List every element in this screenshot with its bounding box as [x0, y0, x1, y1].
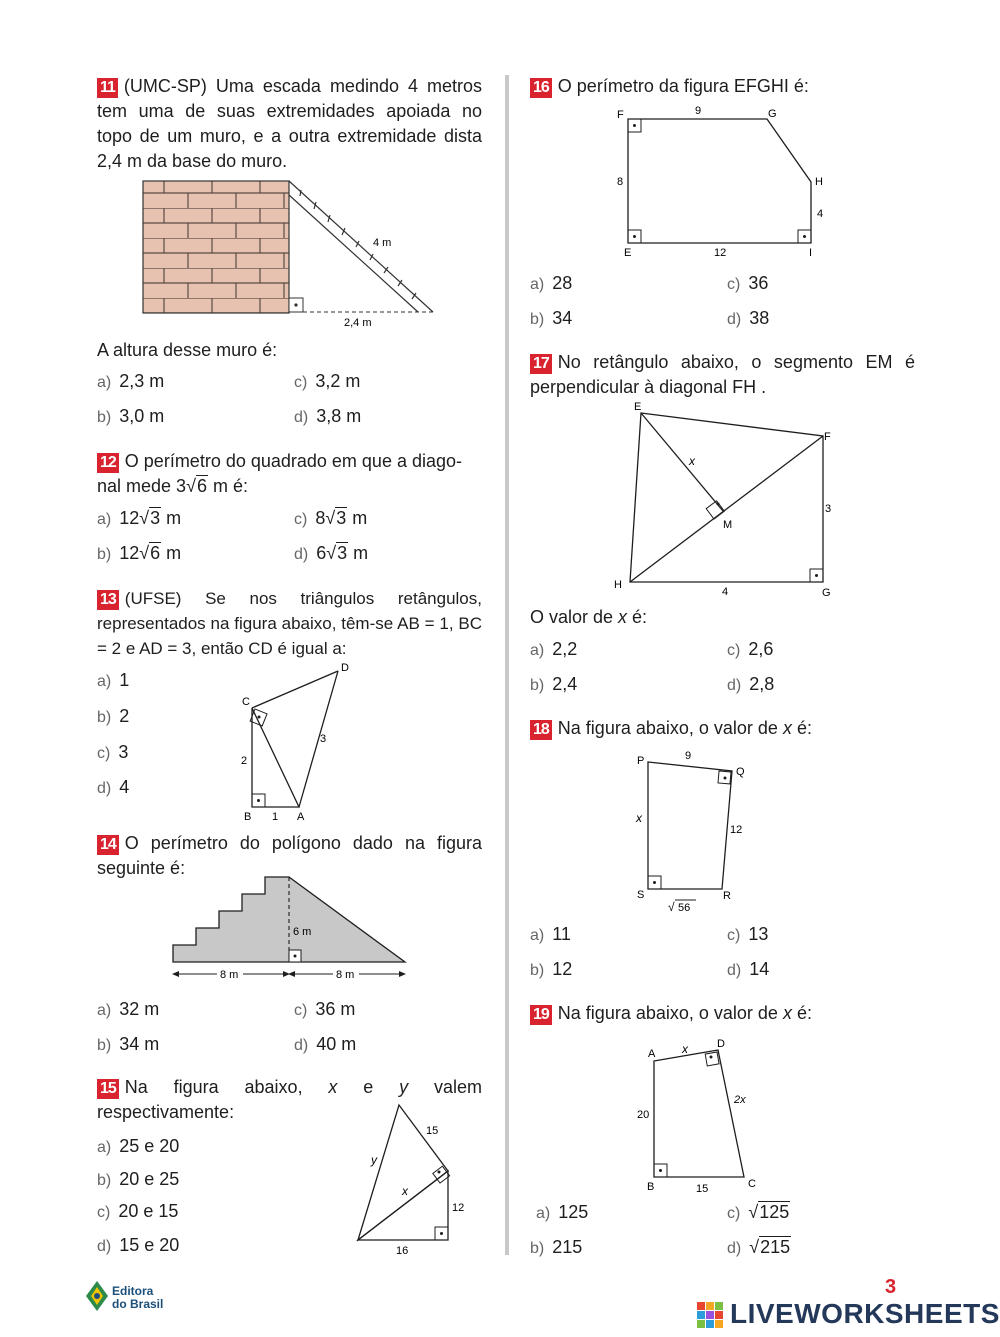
- question-text: (UMC-SP) Uma escada medindo 4 metros tem uma de suas extremidades apoiada no topo de um muro, e a outra extremidade dista 2,4 m da base do muro.: [97, 76, 482, 171]
- triangles-figure: [235, 660, 355, 825]
- option-16-b[interactable]: b) 34: [530, 308, 573, 328]
- question-number: 17: [530, 354, 552, 374]
- svg-text:P: P: [637, 755, 645, 767]
- publisher-logo-icon: [85, 1280, 109, 1312]
- liveworksheets-brand[interactable]: LIVEWORKSHEETS: [730, 1298, 1000, 1329]
- svg-text:D: D: [341, 662, 349, 674]
- svg-text:E: E: [634, 401, 642, 413]
- svg-text:15: 15: [426, 1125, 439, 1137]
- svg-text:12: 12: [714, 247, 727, 259]
- option-18-b[interactable]: b) 12: [530, 959, 573, 979]
- svg-text:16: 16: [396, 1245, 409, 1257]
- option-15-b[interactable]: b) 20 e 25: [97, 1169, 180, 1189]
- svg-text:8 m: 8 m: [336, 969, 355, 981]
- svg-text:I: I: [809, 247, 813, 259]
- svg-text:8: 8: [617, 176, 624, 188]
- question-text: (UFSE) Se nos triângulos retângulos, representados na figura abaixo, têm-se AB = 1, BC = 2 e AD = 3, então CD é igual a:: [97, 589, 482, 658]
- svg-text:9: 9: [685, 750, 692, 762]
- option-13-a[interactable]: a) 1: [97, 670, 130, 690]
- ladder-wall-figure: [140, 178, 440, 333]
- question-number: 16: [530, 78, 552, 98]
- svg-text:A: A: [297, 811, 305, 823]
- option-12-a[interactable]: a) 12√3 m: [97, 508, 182, 528]
- question-17: [530, 350, 915, 400]
- svg-text:4: 4: [817, 208, 824, 220]
- question-number: 18: [530, 720, 552, 740]
- ladder-length-label: 4 m: [373, 237, 392, 249]
- question-number: 12: [97, 453, 119, 473]
- question-16: [530, 74, 915, 99]
- option-14-d[interactable]: d) 40 m: [294, 1034, 357, 1054]
- option-13-b[interactable]: b) 2: [97, 706, 130, 726]
- option-16-d[interactable]: d) 38: [727, 308, 770, 328]
- option-14-a[interactable]: a) 32 m: [97, 999, 160, 1019]
- svg-text:H: H: [614, 579, 622, 591]
- option-19-c[interactable]: c) √125: [727, 1202, 790, 1222]
- svg-text:E: E: [624, 247, 632, 259]
- publisher-name: Editora do Brasil: [112, 1284, 164, 1311]
- option-13-d[interactable]: d) 4: [97, 777, 130, 797]
- option-16-c[interactable]: c) 36: [727, 273, 769, 293]
- option-17-a[interactable]: a) 2,2: [530, 639, 578, 659]
- option-18-d[interactable]: d) 14: [727, 959, 770, 979]
- svg-text:15: 15: [696, 1183, 709, 1195]
- ladder: [289, 181, 433, 312]
- svg-text:C: C: [242, 696, 250, 708]
- svg-text:2: 2: [241, 755, 248, 767]
- question-number: 19: [530, 1005, 552, 1025]
- option-17-b[interactable]: b) 2,4: [530, 674, 578, 694]
- svg-text:F: F: [824, 431, 831, 443]
- svg-text:12: 12: [452, 1202, 465, 1214]
- question-13: [97, 586, 482, 661]
- svg-text:B: B: [647, 1181, 655, 1193]
- question-15: 15 Na figura abaixo, x e y valem respectivamente:: [97, 1077, 483, 1122]
- svg-text:y: y: [371, 1153, 377, 1167]
- svg-text:x: x: [636, 811, 642, 825]
- svg-text:C: C: [748, 1178, 756, 1190]
- svg-text:F: F: [617, 109, 624, 121]
- option-18-a[interactable]: a) 11: [530, 924, 571, 944]
- base-length-label: 2,4 m: [344, 317, 372, 329]
- svg-text:20: 20: [637, 1109, 650, 1121]
- svg-text:D: D: [717, 1038, 725, 1050]
- option-17-c[interactable]: c) 2,6: [727, 639, 774, 659]
- liveworksheets-logo-icon: [697, 1302, 725, 1330]
- option-19-b[interactable]: b) 215: [530, 1237, 583, 1257]
- option-14-b[interactable]: b) 34 m: [97, 1034, 160, 1054]
- svg-text:2x: 2x: [734, 1094, 746, 1106]
- svg-text:R: R: [723, 890, 731, 902]
- quadrilateral-abcd-figure: [630, 1035, 770, 1200]
- option-18-c[interactable]: c) 13: [727, 924, 769, 944]
- option-14-c[interactable]: c) 36 m: [294, 999, 356, 1019]
- option-15-a[interactable]: a) 25 e 20: [97, 1136, 180, 1156]
- svg-text:G: G: [822, 587, 831, 599]
- option-11-b[interactable]: b) 3,0 m: [97, 406, 165, 426]
- question-17-prompt: O valor de x é:: [530, 607, 648, 627]
- svg-text:√: √: [668, 900, 675, 914]
- svg-text:3: 3: [825, 503, 832, 515]
- option-11-d[interactable]: d) 3,8 m: [294, 406, 362, 426]
- svg-text:x: x: [689, 454, 695, 468]
- svg-text:3: 3: [320, 733, 327, 745]
- column-divider: [505, 75, 509, 1255]
- svg-text:4: 4: [722, 586, 729, 598]
- option-15-d[interactable]: d) 15 e 20: [97, 1235, 180, 1255]
- option-15-c[interactable]: c) 20 e 15: [97, 1201, 179, 1221]
- question-11: [97, 74, 482, 174]
- page-number: 3: [885, 1276, 897, 1298]
- svg-text:12: 12: [730, 824, 743, 836]
- question-12: 12 O perímetro do quadrado em que a diago- nal mede 3√6 m é:: [97, 451, 463, 496]
- svg-text:8 m: 8 m: [220, 969, 239, 981]
- question-number: 14: [97, 835, 119, 855]
- question-text: O perímetro do polígono dado na figura seguinte é:: [97, 833, 482, 878]
- question-number: 13: [97, 590, 119, 610]
- svg-text:A: A: [648, 1048, 656, 1060]
- svg-text:G: G: [768, 108, 777, 120]
- question-number: 11: [97, 78, 118, 98]
- svg-text:x: x: [402, 1184, 408, 1198]
- question-19: 19 Na figura abaixo, o valor de x é:: [530, 1001, 915, 1026]
- question-11-prompt: A altura desse muro é:: [97, 340, 278, 360]
- svg-text:S: S: [637, 889, 645, 901]
- svg-text:6 m: 6 m: [293, 926, 312, 938]
- question-text: No retângulo abaixo, o segmento EM é perpendicular à diagonal FH .: [530, 352, 915, 397]
- quadrilateral-pqrs-figure: [630, 745, 760, 920]
- polygon-figure: [165, 870, 415, 985]
- question-text: O perímetro da figura EFGHI é:: [557, 76, 809, 96]
- option-11-c[interactable]: c) 3,2 m: [294, 371, 361, 391]
- option-11-a[interactable]: a) 2,3 m: [97, 371, 165, 391]
- option-19-d[interactable]: d) √215: [727, 1237, 791, 1257]
- svg-text:56: 56: [678, 902, 691, 914]
- question-18: 18 Na figura abaixo, o valor de x é:: [530, 716, 915, 741]
- svg-text:1: 1: [272, 811, 279, 823]
- svg-text:Q: Q: [736, 766, 745, 778]
- option-17-d[interactable]: d) 2,8: [727, 674, 775, 694]
- option-13-c[interactable]: c) 3: [97, 742, 129, 762]
- rectangle-figure: [610, 398, 840, 603]
- option-19-a[interactable]: a) 125: [536, 1202, 589, 1222]
- option-12-c[interactable]: c) 8√3 m: [294, 508, 368, 528]
- pentagon-figure: [610, 100, 840, 262]
- svg-text:B: B: [244, 811, 252, 823]
- svg-text:M: M: [723, 519, 733, 531]
- svg-text:H: H: [815, 176, 823, 188]
- wall: [143, 181, 289, 313]
- option-12-d[interactable]: d) 6√3 m: [294, 543, 369, 563]
- svg-text:x: x: [682, 1042, 688, 1056]
- triangles-xy-figure: [350, 1098, 480, 1258]
- svg-text:9: 9: [695, 105, 702, 117]
- option-12-b[interactable]: b) 12√6 m: [97, 543, 182, 563]
- question-number: 15: [97, 1079, 119, 1099]
- option-16-a[interactable]: a) 28: [530, 273, 573, 293]
